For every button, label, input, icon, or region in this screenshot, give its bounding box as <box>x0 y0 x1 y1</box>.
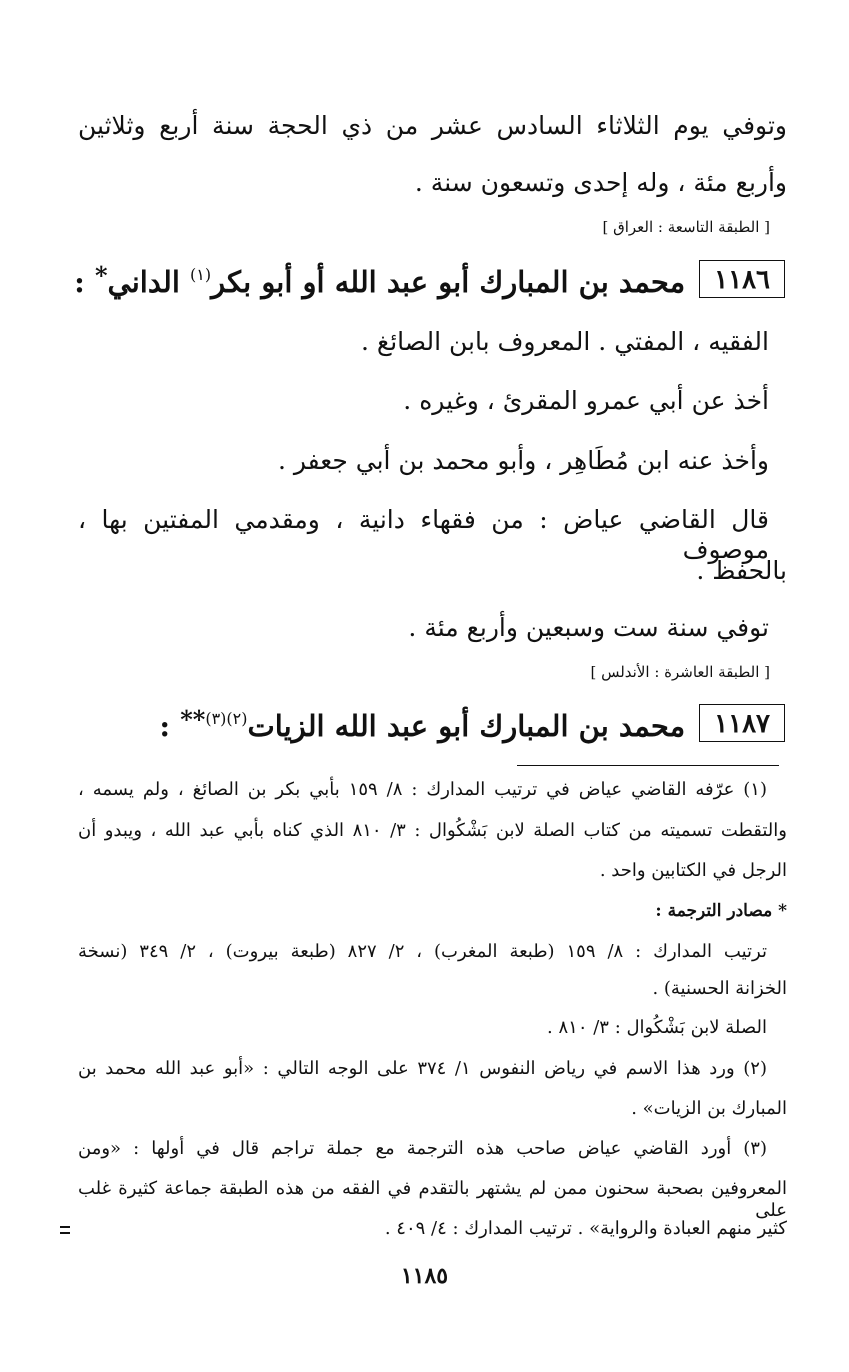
entry-tag-1186: [ الطبقة التاسعة : العراق ] <box>602 218 770 236</box>
continuation-line-2: وأربع مئة ، وله إحدى وتسعون سنة . <box>414 168 787 197</box>
footnote-refs-2-3: (٢)(٣) <box>205 709 248 728</box>
entry-number-1186: ١١٨٦ <box>699 260 785 298</box>
sources-line-1: ترتيب المدارك : ٨/ ١٥٩ (طبعة المغرب) ، ٢/ ٨٢٧ (طبعة بيروت) ، ٢/ ٣٤٩ (نسخة <box>78 941 767 962</box>
footnote-ref-1: (١) <box>190 265 212 284</box>
footnote-separator <box>517 765 779 766</box>
entry-tag-1187: [ الطبقة العاشرة : الأندلس ] <box>590 663 770 681</box>
sources-marker-1186: * <box>94 261 108 290</box>
footnote-1-line-3: الرجل في الكتابين واحد . <box>599 860 787 881</box>
continuation-equals-mark <box>60 1226 70 1234</box>
entry-1186-line-1: الفقيه ، المفتي . المعروف بابن الصائغ . <box>361 327 769 356</box>
footnote-1-line-1: (١) عرّفه القاضي عياض في ترتيب المدارك : ٨/ ١٥٩ بأبي بكر بن الصائغ ، ولم يسمه ، <box>78 779 767 800</box>
sources-heading: * مصادر الترجمة : <box>655 901 787 921</box>
footnote-1-line-2: والتقطت تسميته من كتاب الصلة لابن بَشْكُوال : ٣/ ٨١٠ الذي كناه بأبي عبد الله ، ويبدو أن <box>78 820 787 841</box>
entry-colon-1187: : <box>159 709 181 743</box>
sources-marker-1187: ** <box>180 705 206 734</box>
sources-line-3: الصلة لابن بَشْكُوال : ٣/ ٨١٠ . <box>547 1017 767 1038</box>
entry-name-1187: محمد بن المبارك أبو عبد الله الزيات <box>247 709 686 743</box>
entry-1186-line-2: أخذ عن أبي عمرو المقرئ ، وغيره . <box>403 386 769 415</box>
entry-1186-line-3: وأخذ عنه ابن مُطَاهِر ، وأبو محمد بن أبي جعفر . <box>277 446 769 475</box>
footnote-3-line-1: (٣) أورد القاضي عياض صاحب هذه الترجمة مع جملة تراجم قال في أولها : «ومن <box>78 1138 767 1159</box>
entry-1186-line-6: توفي سنة ست وسبعين وأربع مئة . <box>408 613 769 642</box>
entry-heading-1186 <box>74 258 785 300</box>
entry-number-1187: ١١٨٧ <box>699 704 785 742</box>
continuation-line-1: وتوفي يوم الثلاثاء السادس عشر من ذي الحجة سنة أربع وثلاثين <box>78 111 787 140</box>
footnote-2-line-2: المبارك بن الزيات» . <box>631 1098 787 1119</box>
sources-line-2: الخزانة الحسنية) . <box>652 978 787 999</box>
footnote-3-line-2: المعروفين بصحبة سحنون ممن لم يشتهر بالتقدم في الفقه من هذه الطبقة جماعة كثيرة غلب على <box>78 1178 787 1221</box>
footnote-3-line-3: كثير منهم العبادة والرواية» . ترتيب المدارك : ٤/ ٤٠٩ . <box>384 1218 787 1239</box>
entry-name-1186-part1: محمد بن المبارك أبو عبد الله أو أبو بكر <box>211 265 686 299</box>
entry-heading-1187 <box>78 702 785 744</box>
page-number: ١١٨٥ <box>400 1263 449 1289</box>
entry-colon-1186: : <box>74 265 95 299</box>
entry-1186-line-4: قال القاضي عياض : من فقهاء دانية ، ومقدمي المفتين بها ، موصوف <box>78 505 769 564</box>
entry-1186-line-5: بالحفظ . <box>696 556 787 585</box>
entry-title-1186 <box>74 258 685 300</box>
entry-title-1187 <box>159 702 685 744</box>
entry-name-1186-part2: الداني <box>107 265 191 299</box>
footnote-2-line-1: (٢) ورد هذا الاسم في رياض النفوس ١/ ٣٧٤ على الوجه التالي : «أبو عبد الله محمد بن <box>78 1058 767 1079</box>
